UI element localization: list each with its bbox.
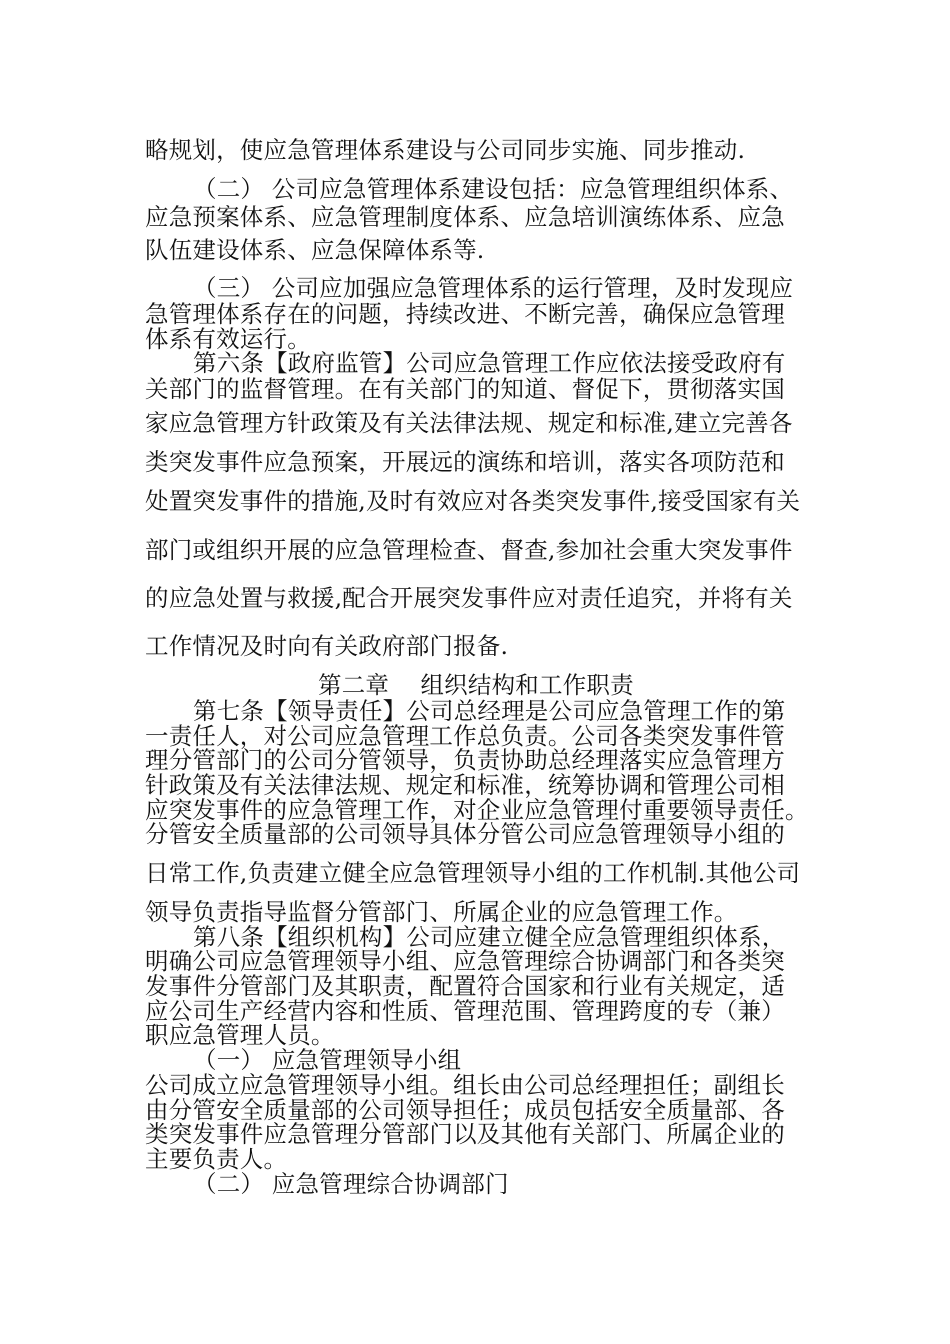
text-line: 略规划，使应急管理体系建设与公司同步实施、同步推动. xyxy=(145,136,746,164)
text-line: 的应急处置与救援,配合开展突发事件应对责任追究，并将有关 xyxy=(145,584,793,612)
text-line: 队伍建设体系、应急保障体系等. xyxy=(145,236,485,264)
text-line: 关部门的监督管理。在有关部门的知道、督促下，贯彻落实国 xyxy=(145,375,785,403)
text-line: 一责任人，对公司应急管理工作总负责。公司各类突发事件管 xyxy=(145,722,785,750)
text-line: 应公司生产经营内容和性质、管理范围、管理跨度的专（兼） xyxy=(145,997,785,1025)
text-line: 类突发事件应急管理分管部门以及其他有关部门、所属企业的 xyxy=(145,1120,785,1148)
text-line: 明确公司应急管理领导小组、应急管理综合协调部门和各类突 xyxy=(145,947,785,975)
subsection-heading: （二） 应急管理综合协调部门 xyxy=(193,1170,509,1198)
text-line: 应急预案体系、应急管理制度体系、应急培训演练体系、应急 xyxy=(145,203,785,231)
text-line: 主要负责人。 xyxy=(145,1145,288,1173)
text-line: 公司成立应急管理领导小组。组长由公司总经理担任；副组长 xyxy=(145,1071,785,1099)
text-line: 处置突发事件的措施,及时有效应对各类突发事件,接受国家有关 xyxy=(145,487,801,515)
text-line: 由分管安全质量部的公司领导担任；成员包括安全质量部、各 xyxy=(145,1096,785,1124)
text-line: 应突发事件的应急管理工作，对企业应急管理付重要领导责任。 xyxy=(145,796,809,824)
text-line: （三） 公司应加强应急管理体系的运行管理，及时发现应 xyxy=(193,274,794,302)
text-line: 理分管部门的公司分管领导，负责协助总经理落实应急管理方 xyxy=(145,746,785,774)
subsection-heading: （一） 应急管理领导小组 xyxy=(193,1046,462,1074)
text-line: 家应急管理方针政策及有关法律法规、规定和标准,建立完善各 xyxy=(145,409,793,437)
text-line: （二） 公司应急管理体系建设包括：应急管理组织体系、 xyxy=(193,175,794,203)
text-line: 日常工作,负责建立健全应急管理领导小组的工作机制.其他公司 xyxy=(145,859,801,887)
text-line: 工作情况及时向有关政府部门报备. xyxy=(145,632,509,660)
text-line: 第八条【组织机构】公司应建立健全应急管理组织体系， xyxy=(193,923,786,951)
text-line: 分管安全质量部的公司领导具体分管公司应急管理领导小组的 xyxy=(145,820,785,848)
text-line: 领导负责指导监督分管部门、所属企业的应急管理工作。 xyxy=(145,898,738,926)
text-line: 第六条【政府监管】公司应急管理工作应依法接受政府有 xyxy=(193,349,786,377)
text-line: 发事件分管部门及其职责，配置符合国家和行业有关规定，适 xyxy=(145,972,785,1000)
text-line: 体系有效运行。 xyxy=(145,325,311,353)
text-line: 类突发事件应急预案，开展远的演练和培训，落实各项防范和 xyxy=(145,448,785,476)
text-line: 职应急管理人员。 xyxy=(145,1021,335,1049)
chapter-heading: 第二章 组织结构和工作职责 xyxy=(318,671,634,699)
text-line: 第七条【领导责任】公司总经理是公司应急管理工作的第 xyxy=(193,697,786,725)
text-line: 针政策及有关法律法规、规定和标准，统筹协调和管理公司相 xyxy=(145,771,785,799)
text-line: 急管理体系存在的问题，持续改进、不断完善，确保应急管理 xyxy=(145,300,785,328)
text-line: 部门或组织开展的应急管理检查、督查,参加社会重大突发事件 xyxy=(145,536,793,564)
